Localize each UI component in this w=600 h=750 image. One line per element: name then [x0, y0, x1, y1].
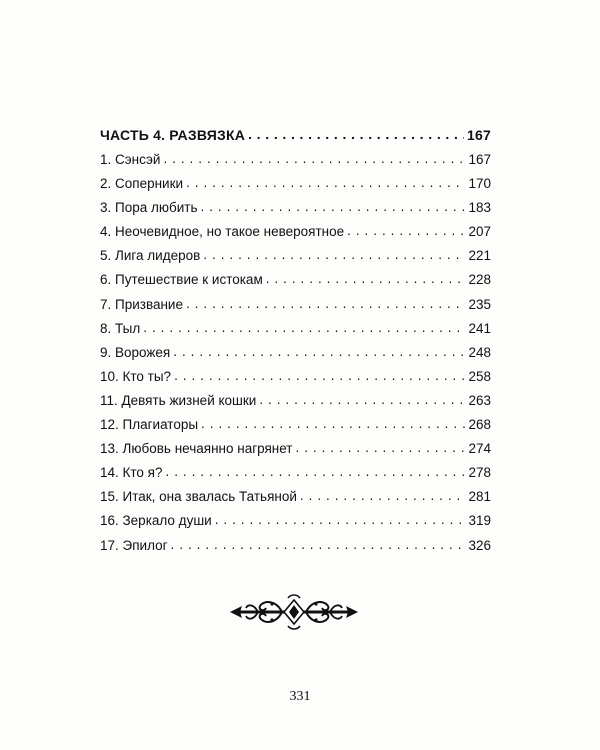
toc-entry-title: 10. Кто ты? — [100, 368, 172, 384]
toc-entry-title: 2. Соперники — [100, 176, 184, 192]
toc-entries — [100, 148, 491, 558]
dot-leader — [143, 316, 465, 340]
toc-entry-page: 281 — [468, 489, 491, 505]
toc-entry-title: 14. Кто я? — [100, 465, 163, 481]
toc-entry — [100, 413, 491, 437]
toc-entry-page: 274 — [468, 441, 491, 457]
toc-entry — [100, 534, 491, 558]
toc-part-title: ЧАСТЬ 4. РАЗВЯЗКА — [100, 127, 246, 143]
toc-entry — [100, 389, 491, 413]
toc-entry — [100, 196, 491, 220]
dot-leader — [300, 484, 466, 508]
toc-entry — [100, 341, 491, 365]
toc-entry-page: 235 — [468, 296, 491, 312]
toc-entry-title: 9. Ворожея — [100, 344, 171, 360]
dot-leader — [171, 533, 466, 557]
toc-entry-page: 263 — [468, 392, 491, 408]
dot-leader — [201, 412, 465, 436]
toc-entry-title: 16. Зеркало души — [100, 513, 212, 529]
dot-leader — [163, 147, 465, 171]
toc-entry-page: 326 — [468, 537, 491, 553]
dot-leader — [173, 340, 465, 364]
dot-leader — [259, 388, 465, 412]
toc-entry-page: 268 — [468, 417, 491, 433]
dot-leader — [266, 267, 466, 291]
toc-entry — [100, 172, 491, 196]
toc-entry — [100, 509, 491, 533]
toc-entry — [100, 244, 491, 268]
dot-leader — [347, 219, 465, 243]
toc-entry — [100, 437, 491, 461]
toc-entry-title: 5. Лига лидеров — [100, 248, 201, 264]
toc-entry — [100, 461, 491, 485]
toc-entry-page: 183 — [468, 200, 491, 216]
toc-entry-page: 241 — [468, 320, 491, 336]
toc-entry — [100, 365, 491, 389]
toc-entry — [100, 148, 491, 172]
dot-leader — [166, 460, 466, 484]
toc-entry-title: 3. Пора любить — [100, 200, 198, 216]
toc-entry-page: 170 — [468, 176, 491, 192]
toc-entry — [100, 268, 491, 292]
dot-leader — [186, 171, 465, 195]
toc-entry — [100, 220, 491, 244]
dot-leader — [174, 364, 465, 388]
toc-entry-page: 221 — [468, 248, 491, 264]
toc-entry-page: 248 — [468, 344, 491, 360]
toc-entry-title: 6. Путешествие к истокам — [100, 272, 263, 288]
toc-entry-title: 7. Призвание — [100, 296, 183, 312]
toc-part-page: 167 — [467, 127, 491, 143]
page-number: 331 — [289, 689, 311, 704]
toc-entry-page: 167 — [468, 152, 491, 167]
dot-leader — [203, 243, 465, 267]
toc-entry-page: 258 — [468, 368, 491, 384]
dot-leader — [215, 508, 466, 532]
show-through-mark — [200, 18, 380, 46]
table-of-contents — [100, 123, 491, 558]
dot-leader — [200, 195, 465, 219]
toc-entry-title: 13. Любовь нечаянно нагрянет — [100, 441, 293, 457]
toc-entry-page: 228 — [468, 272, 491, 288]
dot-leader — [296, 436, 466, 460]
toc-entry-page: 278 — [468, 465, 491, 481]
toc-entry — [100, 317, 491, 341]
toc-part-heading — [100, 123, 491, 148]
toc-entry-title: 12. Плагиаторы — [100, 417, 199, 433]
toc-entry-title: 17. Эпилог — [100, 537, 168, 553]
decorative-ornament-icon — [228, 592, 360, 632]
toc-entry-title: 15. Итак, она звалась Татьяной — [100, 489, 297, 505]
toc-entry-page: 319 — [468, 513, 491, 529]
dot-leader — [186, 292, 465, 316]
toc-entry-title: 8. Тыл — [100, 320, 141, 336]
toc-entry-title: 11. Девять жизней кошки — [100, 392, 257, 408]
toc-entry-page: 207 — [468, 224, 491, 240]
dot-leader — [248, 122, 464, 146]
toc-entry — [100, 485, 491, 509]
toc-entry — [100, 293, 491, 317]
toc-entry-title: 1. Сэнсэй — [100, 152, 161, 167]
toc-entry-title: 4. Неочевидное, но такое невероятное — [100, 224, 345, 240]
